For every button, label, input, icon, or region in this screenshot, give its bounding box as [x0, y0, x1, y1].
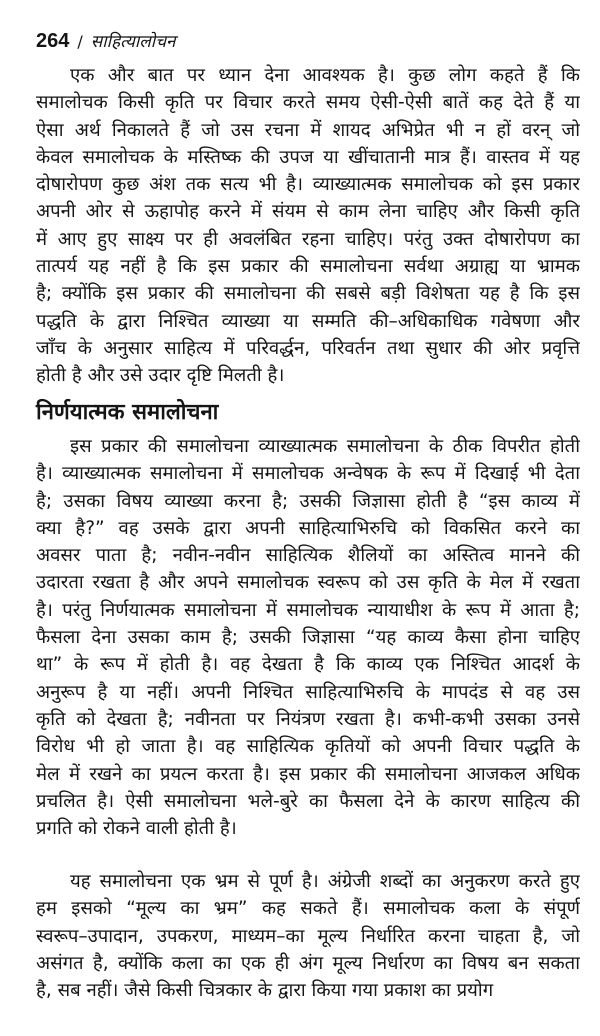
text-line: समालोचक किसी कृति पर विचार करते समय ऐसी-ऐसी बातें कह देते हैं या	[36, 92, 580, 114]
text-line: कृति को देखता है; नवीनता पर नियंत्रण रखता है। कभी-कभी उसका उनसे	[36, 708, 580, 730]
text-line: है। परंतु निर्णयात्मक समालोचना में समालोचक न्यायाधीश के रूप में आता है;	[36, 599, 580, 621]
text-line: है; उसका विषय व्याख्या करना है; उसकी जिज्ञासा होती है “इस काव्य में	[36, 490, 580, 512]
text-line: पद्धति के द्वारा निश्चित व्याख्या या सम्मति की–अधिकाधिक गवेषणा और	[36, 310, 580, 332]
paragraph-1	[36, 62, 580, 390]
text-line: ऐसा अर्थ निकालते हैं जो उस रचना में शायद अभिप्रेत भी न हों वरन् जो	[36, 119, 580, 141]
text-line: मेल में रखने का प्रयत्न करता है। इस प्रकार की समालोचना आजकल अधिक	[36, 763, 580, 785]
text-line: केवल समालोचक के मस्तिष्क की उपज या खींचातानी मात्र हैं। वास्तव में यह	[36, 146, 580, 168]
text-line: प्रचलित है। ऐसी समालोचना भले-बुरे का फैसला देने के कारण साहित्य की	[36, 790, 580, 812]
text-line: अपनी ओर से ऊहापोह करने में संयम से काम लेना चाहिए और किसी कृति	[36, 201, 580, 223]
running-title: साहित्यालोचन	[90, 32, 176, 52]
text-line: है, सब नहीं। जैसे किसी चित्रकार के द्वारा किया गया प्रकाश का प्रयोग	[36, 980, 494, 1002]
text-line: में आए हुए साक्ष्य पर ही अवलंबित रहना चाहिए। परंतु उक्त दोषारोपण का	[36, 228, 580, 250]
text-line: दोषारोपण कुछ अंश तक सत्य भी है। व्याख्यात्मक समालोचक को इस प्रकार	[36, 174, 580, 196]
paragraph-2	[36, 433, 580, 842]
text-line: प्रगति को रोकने वाली होती है।	[36, 818, 237, 840]
text-line: क्या है?” वह उसके द्वारा अपनी साहित्याभिरुचि को विकसित करने का	[36, 517, 580, 539]
text-line: यह समालोचना एक भ्रम से पूर्ण है। अंग्रेजी शब्दों का अनुकरण करते हुए	[70, 871, 580, 892]
section-heading: निर्णयात्मक समालोचना	[36, 400, 219, 425]
text-line: है। व्याख्यात्मक समालोचना में समालोचक अन्वेषक के रूप में दिखाई भी देता	[36, 463, 580, 485]
header-separator: /	[77, 32, 83, 51]
text-line: असंगत है, क्योंकि कला का एक ही अंग मूल्य निर्धारण का विषय बन सकता	[36, 952, 580, 974]
text-line: उदारता रखता है और अपने समालोचक स्वरूप को उस कृति के मेल में रखता	[36, 572, 580, 594]
text-line: स्वरूप–उपादान, उपकरण, माध्यम–का मूल्य निर्धारित करना चाहता है, जो	[36, 925, 580, 947]
text-line: तात्पर्य यह नहीं है कि इस प्रकार की समालोचना सर्वथा अग्राह्य या भ्रामक	[36, 256, 580, 278]
paragraph-3	[36, 868, 580, 1004]
text-line: विरोध भी हो जाता है। वह साहित्यिक कृतियों को अपनी विचार पद्धति के	[36, 736, 580, 758]
text-line: अवसर पाता है; नवीन-नवीन साहित्यिक शैलियों का अस्तित्व मानने की	[36, 545, 580, 567]
page-header	[36, 28, 175, 55]
text-line: जाँच के अनुसार साहित्य में परिवर्द्धन, परिवर्तन तथा सुधार की ओर प्रवृत्ति	[36, 337, 580, 359]
text-line: होती है और उसे उदार दृष्टि मिलती है।	[36, 365, 285, 387]
page-number: 264	[36, 30, 70, 52]
text-line: था” के रूप में होती है। वह देखता है कि काव्य एक निश्चित आदर्श के	[36, 654, 580, 676]
text-line: इस प्रकार की समालोचना व्याख्यात्मक समालोचना के ठीक विपरीत होती	[70, 436, 580, 457]
text-line: एक और बात पर ध्यान देना आवश्यक है। कुछ लोग कहते हैं कि	[70, 65, 580, 86]
text-line: फैसला देना उसका काम है; उसकी जिज्ञासा “यह काव्य कैसा होना चाहिए	[36, 627, 580, 649]
text-line: है; क्योंकि इस प्रकार की समालोचना की सबसे बड़ी विशेषता यह है कि इस	[36, 283, 580, 305]
text-line: हम इसको “मूल्य का भ्रम” कह सकते हैं। समालोचक कला के संपूर्ण	[36, 898, 580, 920]
text-line: अनुरूप है या नहीं। अपनी निश्चित साहित्याभिरुचि के मापदंड से वह उस	[36, 681, 580, 703]
